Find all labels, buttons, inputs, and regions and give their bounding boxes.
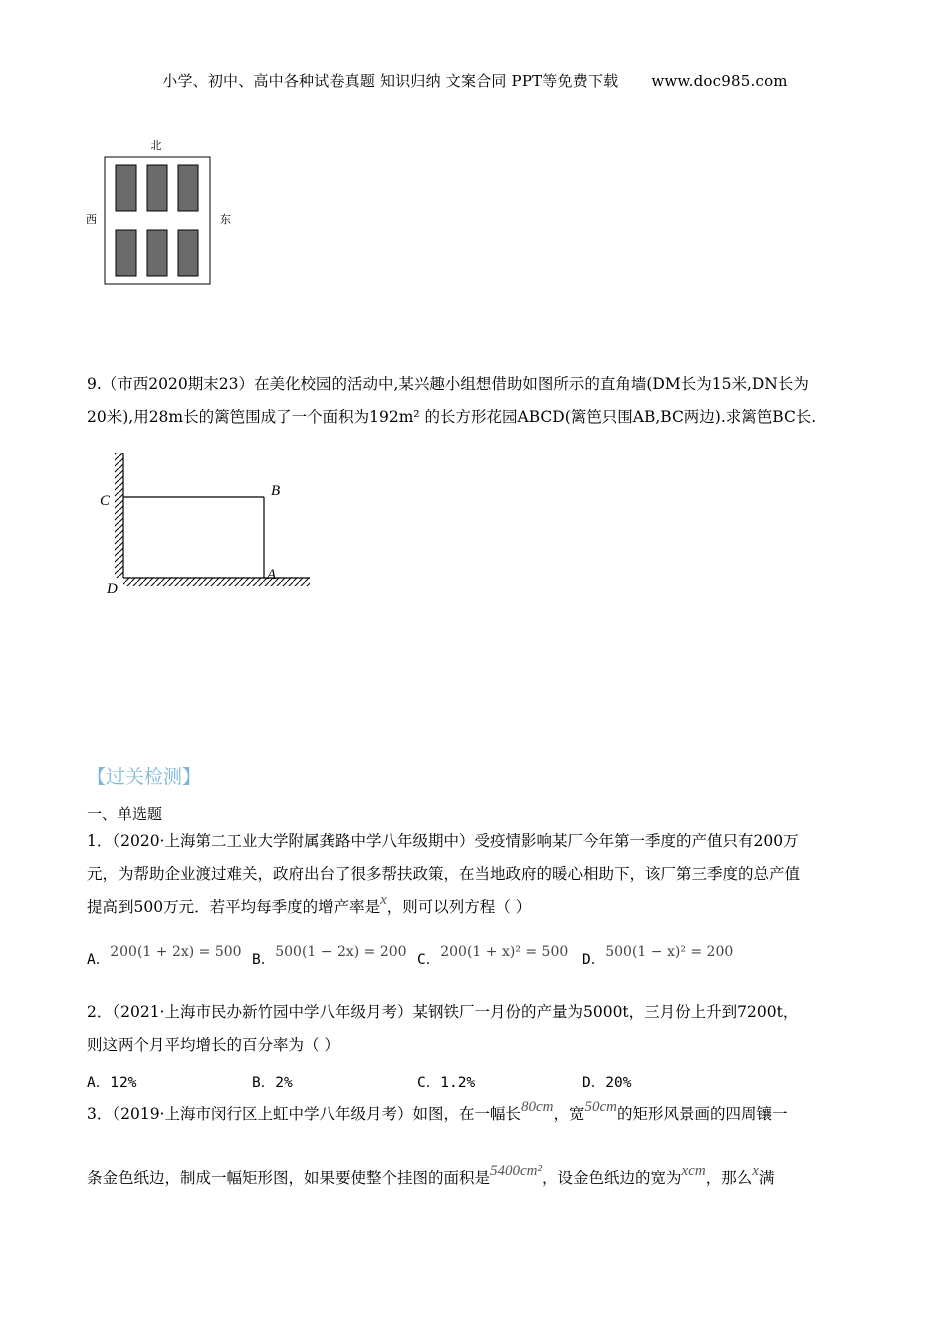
q3-variable-x: x [752,1163,759,1179]
q3-width: 50cm [584,1099,618,1115]
q1-choices [87,944,867,978]
q1-choice-b[interactable]: B．500(1 − 2x) = 200 [252,944,407,968]
q3-line1 [87,1098,867,1132]
q1-choice-c[interactable]: C．200(1 + x)² = 500 [417,944,569,968]
header-text: 小学、初中、高中各种试卷真题 知识归纳 文案合同 PPT等免费下载 [162,72,619,90]
label-east: 东 [220,213,231,226]
label-A: A [267,567,277,583]
building-block [116,230,136,276]
q1-variable-x: x [380,892,387,908]
q3-line1-mid: ，宽 [553,1105,585,1123]
q2-choice-d[interactable]: D．20% [582,1075,632,1091]
q9-line2: 20米),用28m长的篱笆围成了一个面积为192m² 的长方形花园ABCD(篱笆只围AB,BC两边).求篱笆BC长. [87,408,817,426]
q3-length: 80cm [521,1099,554,1115]
wall-hatch-horizontal [123,578,310,586]
q2-line2: 则这两个月平均增长的百分率为（ ） [87,1036,340,1054]
building-block [178,230,198,276]
q2-choice-a[interactable]: A．12% [87,1075,137,1091]
sub-title: 一、单选题 [87,805,163,823]
q3-line2-mid: ，设金色纸边的宽为 [542,1169,682,1187]
q3-border-width: xcm [681,1163,706,1179]
q1-line1: 1．（2020·上海第二工业大学附属龚路中学八年级期中）受疫情影响某厂今年第一季度的产值只有200万 [87,832,799,850]
q3-area: 5400cm² [490,1163,543,1179]
section-title: 【过关检测】 [87,766,202,788]
building-block [178,165,198,211]
q1-line3-text: 提高到500万元．若平均每季度的增产率是 [87,898,381,916]
label-D: D [107,581,118,597]
q1-choice-d[interactable]: D．500(1 − x)² = 200 [582,944,734,968]
page-header [0,70,950,91]
question-1 [87,825,867,925]
label-west: 西 [86,213,97,226]
question-3 [87,1098,867,1132]
header-site[interactable]: www.doc985.com [651,72,788,90]
wall-hatch-vertical [115,453,123,578]
q9-line1: 9.（市西2020期末23）在美化校园的活动中,某兴趣小组想借助如图所示的直角墙(DM长为15米,DN长为 [87,375,809,393]
q1-choice-a[interactable]: A．200(1 + 2x) = 500 [87,944,242,968]
q1-line3 [87,891,867,925]
question-2 [87,996,867,1062]
question-3-line2 [87,1162,867,1196]
q3-line1-text: 3．（2019·上海市闵行区上虹中学八年级月考）如图，在一幅长 [87,1105,521,1123]
question-9 [87,368,867,434]
q3-line2-tail: 满 [758,1169,775,1187]
q1-line2: 元，为帮助企业渡过难关，政府出台了很多帮扶政策，在当地政府的暖心相助下，该厂第三季度的总产值 [87,865,801,883]
q2-choice-b[interactable]: B．2% [252,1075,293,1091]
wall-garden-figure [95,450,325,600]
q3-line2-then: ，那么 [705,1169,753,1187]
building-block [147,230,167,276]
q1-line3-tail: ，则可以列方程（ ） [386,898,532,916]
label-C: C [100,493,111,509]
q2-choices [87,1071,867,1093]
q2-choice-c[interactable]: C．1.2% [417,1075,476,1091]
q3-line2-text: 条金色纸边，制成一幅矩形图，如果要使整个挂图的面积是 [87,1169,491,1187]
building-block [147,165,167,211]
label-north: 北 [150,139,162,152]
q3-line1-tail: 的矩形风景画的四周镶一 [617,1105,788,1123]
label-B: B [271,483,281,499]
building-block [116,165,136,211]
campus-layout-figure [80,135,240,295]
q2-line1: 2．（2021·上海市民办新竹园中学八年级月考）某钢铁厂一月份的产量为5000t，三月份上升到7200t， [87,1003,799,1021]
